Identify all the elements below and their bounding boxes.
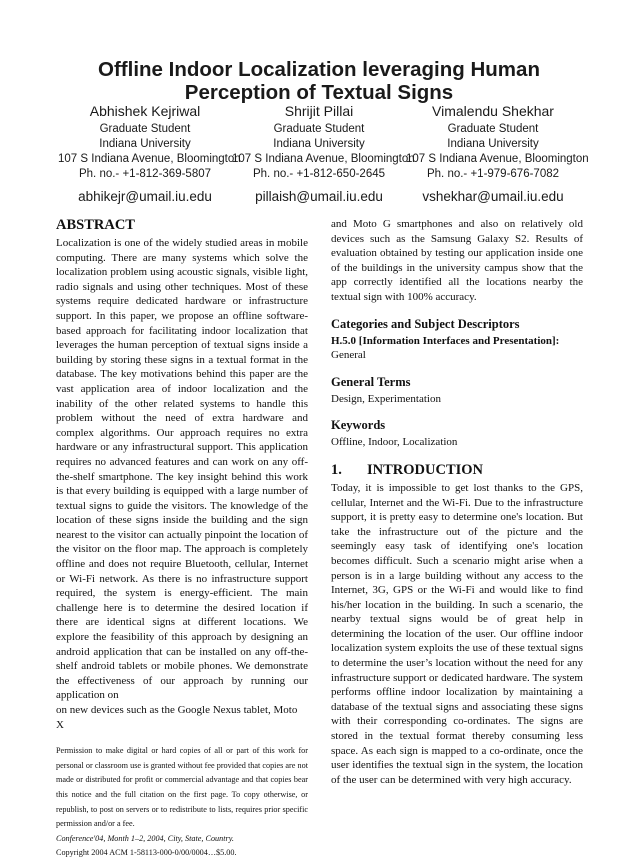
author-email: vshekhar@umail.iu.edu [422,189,564,204]
author-name: Abhishek Kejriwal [89,103,201,119]
author-affiliation: Indiana University [447,138,539,150]
general-terms-section [331,375,583,407]
general-terms-heading: General Terms [331,374,411,389]
author-role: Graduate Student [99,123,191,135]
author-2 [232,103,415,205]
abstract-heading: ABSTRACT [56,217,135,233]
permission-block [56,744,308,861]
author-email: abhikejr@umail.iu.edu [78,189,212,204]
author-phone: Ph. no.- +1-812-650-2645 [252,168,386,180]
introduction-heading [331,462,583,479]
author-email: pillaish@umail.iu.edu [255,189,383,204]
author-address: 107 S Indiana Avenue, Bloomington [232,153,415,165]
author-phone: Ph. no.- +1-812-369-5807 [78,168,212,180]
author-affiliation: Indiana University [273,138,365,150]
keywords-section [331,418,583,450]
abstract-extra-line: on new devices such as the Google Nexus tablet, Moto X [56,704,298,731]
conference-line: Conference'04, Month 1–2, 2004, City, State, Country. [56,833,234,843]
section-number: 1. [331,461,342,478]
left-column [56,217,308,861]
copyright-line: Copyright 2004 ACM 1-58113-000-0/00/0004…$5.00. [56,848,237,858]
abstract-body: Localization is one of the widely studied areas in mobile computing. There are many systems which solve the localization problem using acoustic signals, visible light, radio signals and using other techniques. Most of these systems require dedicated hardware or infrastructure support. In this paper, we propose an offline software-based approach for facilitating indoor localization that leverages the human perception of textual signs inside a building by storing these signs in a textual format in the database. The key motivations behind this paper are the vast application area of indoor localization and the inability of the other related systems to handle this problem without the need of extra hardware and complex algorithms. Our approach requires no extra hardware or any infrastructural support. This application requires no advanced features and can work on any off-the-shelf smartphone. The key insight behind this work is that every building is equipped with a large number of textual signs to guide the visitors. The knowledge of the location of these signs inside the building and the sign nearest to the visitor can actually pinpoint the location of the visitor on the floor map. The approach is completely offline and does not require Bluetooth, cellular, Internet or Wi-Fi network. As there is no infrastructure support required, the system is energy-efficient. The main challenge here is to determine the desired location if there are identical signs at different locations. We explore the feasibility of this approach by designing an android application that can be installed on any off-the-shelf android tablets or mobile phones. We demonstrate the effectiveness of our approach by running our application on [56,237,308,702]
general-terms-text: Design, Experimentation [331,392,441,405]
section-title: INTRODUCTION [367,461,484,478]
categories-text: General [331,349,366,362]
permission-text: Permission to make digital or hard copies of all or part of this work for personal or classroom use is granted without fee provided that copies are not made or distributed for profit or commercial advantage and that copies bear this notice and the full citation on the first page. To copy otherwise, or republish, to post on servers or to redistribute to lists, requires prior specific permission and/or a fee. [56,746,308,829]
author-1 [58,103,241,205]
abstract-continuation: and Moto G smartphones and also on relatively old devices such as the Samsung Galaxy S2. Results of evaluation obtained by testing our application inside one of the buildings in the university campus show that the app correctly identified all the locations nearby the textual sign with 100% accuracy. [331,218,583,303]
paper-title: Offline Indoor Localization leveraging Human Perception of Textual Signs [98,58,540,104]
right-column [331,217,583,787]
categories-code-text: H.5.0 [Information Interfaces and Presentation]: [331,334,560,347]
author-affiliation: Indiana University [99,138,191,150]
author-phone: Ph. no.- +1-979-676-7082 [426,168,560,180]
author-role: Graduate Student [447,123,539,135]
categories-heading: Categories and Subject Descriptors [331,316,520,331]
author-address: 107 S Indiana Avenue, Bloomington [406,153,589,165]
keywords-heading: Keywords [331,418,386,433]
keywords-text: Offline, Indoor, Localization [331,436,458,449]
categories-section [331,317,583,363]
introduction-body: Today, it is impossible to get lost thanks to the GPS, cellular, Internet and the Wi-Fi. Due to the infrastructure support, it is pretty easy to determine one's location. But take the infrastructure out of the picture and the seemingly easy task of identifying one's location becomes difficult. Such a scenario might arise when a person is in a large building without any access to the Internet, 3G, GPS or the Wi-Fi and would like to find his/her location in the building. In such a scenario, the nearby textual signs would be of great help in determining the location of the user. Our offline indoor localization system exploits the use of these textual signs to determine the user’s location without the need for any infrastructure support or dedicated hardware. The system performs offline indoor localization by maintaining a database of the textual signs and associating these signs with their corresponding co-ordinates. The signs are stored in the textual format thereby consuming less space. As each sign is mapped to a co-ordinate, once the user identifies the textual sign in the system, the location of the user can be determined with very high accuracy. [331,481,583,786]
author-3 [406,103,589,205]
author-block [58,103,589,205]
author-address: 107 S Indiana Avenue, Bloomington [58,153,241,165]
author-name: Vimalendu Shekhar [432,103,554,119]
categories-code [331,334,583,349]
introduction-section [331,462,583,787]
author-role: Graduate Student [273,123,365,135]
author-name: Shrijit Pillai [284,103,354,119]
